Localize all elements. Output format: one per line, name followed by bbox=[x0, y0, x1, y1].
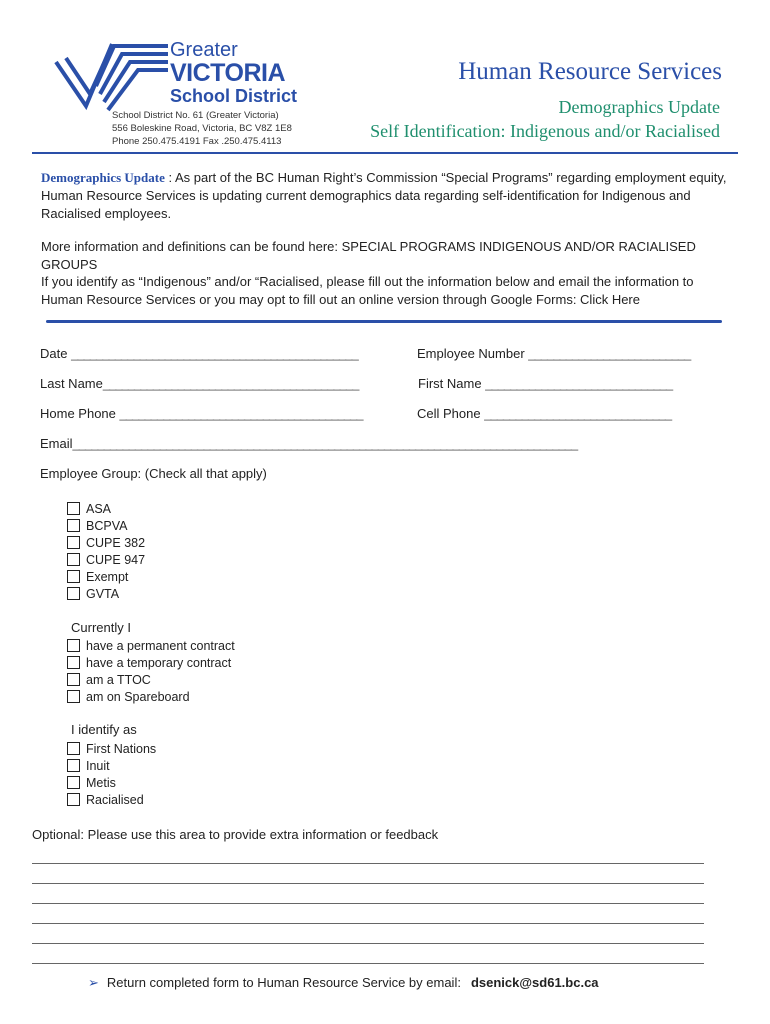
identify-as-option[interactable] bbox=[67, 757, 156, 774]
address-line-1: School District No. 61 (Greater Victoria) bbox=[112, 110, 279, 121]
first-name-field[interactable] bbox=[418, 376, 672, 391]
intro-paragraph bbox=[41, 169, 731, 223]
checkbox[interactable] bbox=[67, 502, 80, 515]
checkbox[interactable] bbox=[67, 519, 80, 532]
option-label: First Nations bbox=[86, 741, 157, 756]
return-text: Return completed form to Human Resource Service by email: bbox=[106, 975, 461, 990]
option-label: CUPE 947 bbox=[86, 552, 146, 567]
feedback-line[interactable] bbox=[32, 923, 704, 924]
district-logo bbox=[52, 36, 302, 112]
page-title: Human Resource Services bbox=[458, 58, 722, 85]
employee-group-option[interactable] bbox=[67, 551, 145, 568]
cell-phone-field[interactable] bbox=[417, 406, 671, 421]
identify-as-option[interactable] bbox=[67, 740, 156, 757]
page-subtitle: Demographics Update bbox=[558, 97, 720, 117]
first-name-label: First Name bbox=[418, 376, 482, 391]
feedback-line[interactable] bbox=[32, 883, 704, 884]
page-subtitle-2: Self Identification: Indigenous and/or Racialised bbox=[370, 121, 720, 141]
checkbox[interactable] bbox=[67, 759, 80, 772]
more-info-paragraph: More information and definitions can be found here: SPECIAL PROGRAMS INDIGENOUS AND/OR RACIALISED GROUPS bbox=[41, 239, 696, 272]
currently-option[interactable] bbox=[67, 671, 235, 688]
currently-options bbox=[67, 637, 235, 705]
section-divider bbox=[46, 320, 722, 323]
email-field[interactable] bbox=[40, 436, 577, 451]
currently-option[interactable] bbox=[67, 654, 235, 671]
cell-phone-label: Cell Phone bbox=[417, 406, 481, 421]
intro-label: Demographics Update bbox=[41, 170, 165, 185]
checkbox[interactable] bbox=[67, 690, 80, 703]
address-line-2: 556 Boleskine Road, Victoria, BC V8Z 1E8 bbox=[112, 123, 292, 134]
employee-group-title: Employee Group: (Check all that apply) bbox=[40, 466, 267, 481]
feedback-line[interactable] bbox=[32, 863, 704, 864]
checkbox[interactable] bbox=[67, 536, 80, 549]
option-label: Exempt bbox=[86, 569, 129, 584]
last-name-line: _________________________________________ bbox=[102, 376, 359, 391]
checkbox[interactable] bbox=[67, 553, 80, 566]
logo-line-victoria: VICTORIA bbox=[170, 59, 285, 87]
home-phone-field[interactable] bbox=[40, 406, 363, 421]
intro-text: : As part of the BC Human Right’s Commission “Special Programs” regarding employment equity, Human Resource Services is updating current demographics data regarding self-identification for Indigenous and Racialised employees. bbox=[41, 170, 727, 221]
date-field[interactable] bbox=[40, 346, 358, 361]
home-phone-label: Home Phone bbox=[40, 406, 116, 421]
home-phone-line: _______________________________________ bbox=[119, 406, 363, 421]
employee-number-line: __________________________ bbox=[528, 346, 691, 361]
logo-wordmark bbox=[170, 40, 297, 105]
feedback-line[interactable] bbox=[32, 963, 704, 964]
currently-option[interactable] bbox=[67, 688, 235, 705]
checkbox[interactable] bbox=[67, 656, 80, 669]
option-label: ASA bbox=[86, 501, 112, 516]
option-label: have a permanent contract bbox=[86, 638, 235, 653]
option-label: Metis bbox=[86, 775, 116, 790]
checkbox[interactable] bbox=[67, 742, 80, 755]
identify-as-title: I identify as bbox=[71, 722, 137, 737]
option-label: am on Spareboard bbox=[86, 689, 190, 704]
return-instructions bbox=[88, 975, 599, 991]
email-label: Email bbox=[40, 436, 73, 451]
return-email-link[interactable]: dsenick@sd61.bc.ca bbox=[470, 975, 599, 990]
email-line: _________________________________________________________________________________ bbox=[72, 436, 578, 451]
checkbox[interactable] bbox=[67, 793, 80, 806]
cell-phone-line: ______________________________ bbox=[484, 406, 672, 421]
employee-number-label: Employee Number bbox=[417, 346, 525, 361]
checkbox[interactable] bbox=[67, 639, 80, 652]
address-line-3: Phone 250.475.4191 Fax .250.475.4113 bbox=[112, 136, 282, 147]
employee-number-field[interactable] bbox=[417, 346, 690, 361]
currently-option[interactable] bbox=[67, 637, 235, 654]
checkbox[interactable] bbox=[67, 570, 80, 583]
employee-group-option[interactable] bbox=[67, 500, 145, 517]
employee-group-options bbox=[67, 500, 145, 602]
date-label: Date bbox=[40, 346, 68, 361]
checkbox[interactable] bbox=[67, 673, 80, 686]
logo-line-school-district: School District bbox=[170, 86, 298, 106]
option-label: BCPVA bbox=[86, 518, 128, 533]
instructions-paragraph: If you identify as “Indigenous” and/or “Racialised, please fill out the information below and email the information to Human Resource Services or you may opt to fill out an online version through Google Forms: Click Here bbox=[41, 274, 694, 307]
district-address bbox=[112, 109, 292, 148]
first-name-line: ______________________________ bbox=[485, 376, 673, 391]
option-label: GVTA bbox=[86, 586, 120, 601]
last-name-label: Last Name bbox=[40, 376, 103, 391]
employee-group-option[interactable] bbox=[67, 585, 145, 602]
feedback-line[interactable] bbox=[32, 943, 704, 944]
option-label: Racialised bbox=[86, 792, 144, 807]
checkbox[interactable] bbox=[67, 587, 80, 600]
employee-group-option[interactable] bbox=[67, 568, 145, 585]
district-emblem-icon bbox=[52, 36, 172, 112]
optional-feedback-label: Optional: Please use this area to provide extra information or feedback bbox=[32, 827, 439, 842]
logo-line-greater: Greater bbox=[170, 39, 238, 61]
feedback-line[interactable] bbox=[32, 903, 704, 904]
checkbox[interactable] bbox=[67, 776, 80, 789]
arrow-bullet-icon: ➢ bbox=[88, 975, 99, 990]
option-label: Inuit bbox=[86, 758, 110, 773]
identify-as-options bbox=[67, 740, 156, 808]
currently-title: Currently I bbox=[71, 620, 131, 635]
last-name-field[interactable] bbox=[40, 376, 358, 391]
option-label: have a temporary contract bbox=[86, 655, 232, 670]
option-label: CUPE 382 bbox=[86, 535, 146, 550]
date-line: ______________________________________________ bbox=[71, 346, 358, 361]
identify-as-option[interactable] bbox=[67, 791, 156, 808]
identify-as-option[interactable] bbox=[67, 774, 156, 791]
option-label: am a TTOC bbox=[86, 672, 151, 687]
header-divider bbox=[32, 152, 738, 154]
employee-group-option[interactable] bbox=[67, 517, 145, 534]
employee-group-option[interactable] bbox=[67, 534, 145, 551]
